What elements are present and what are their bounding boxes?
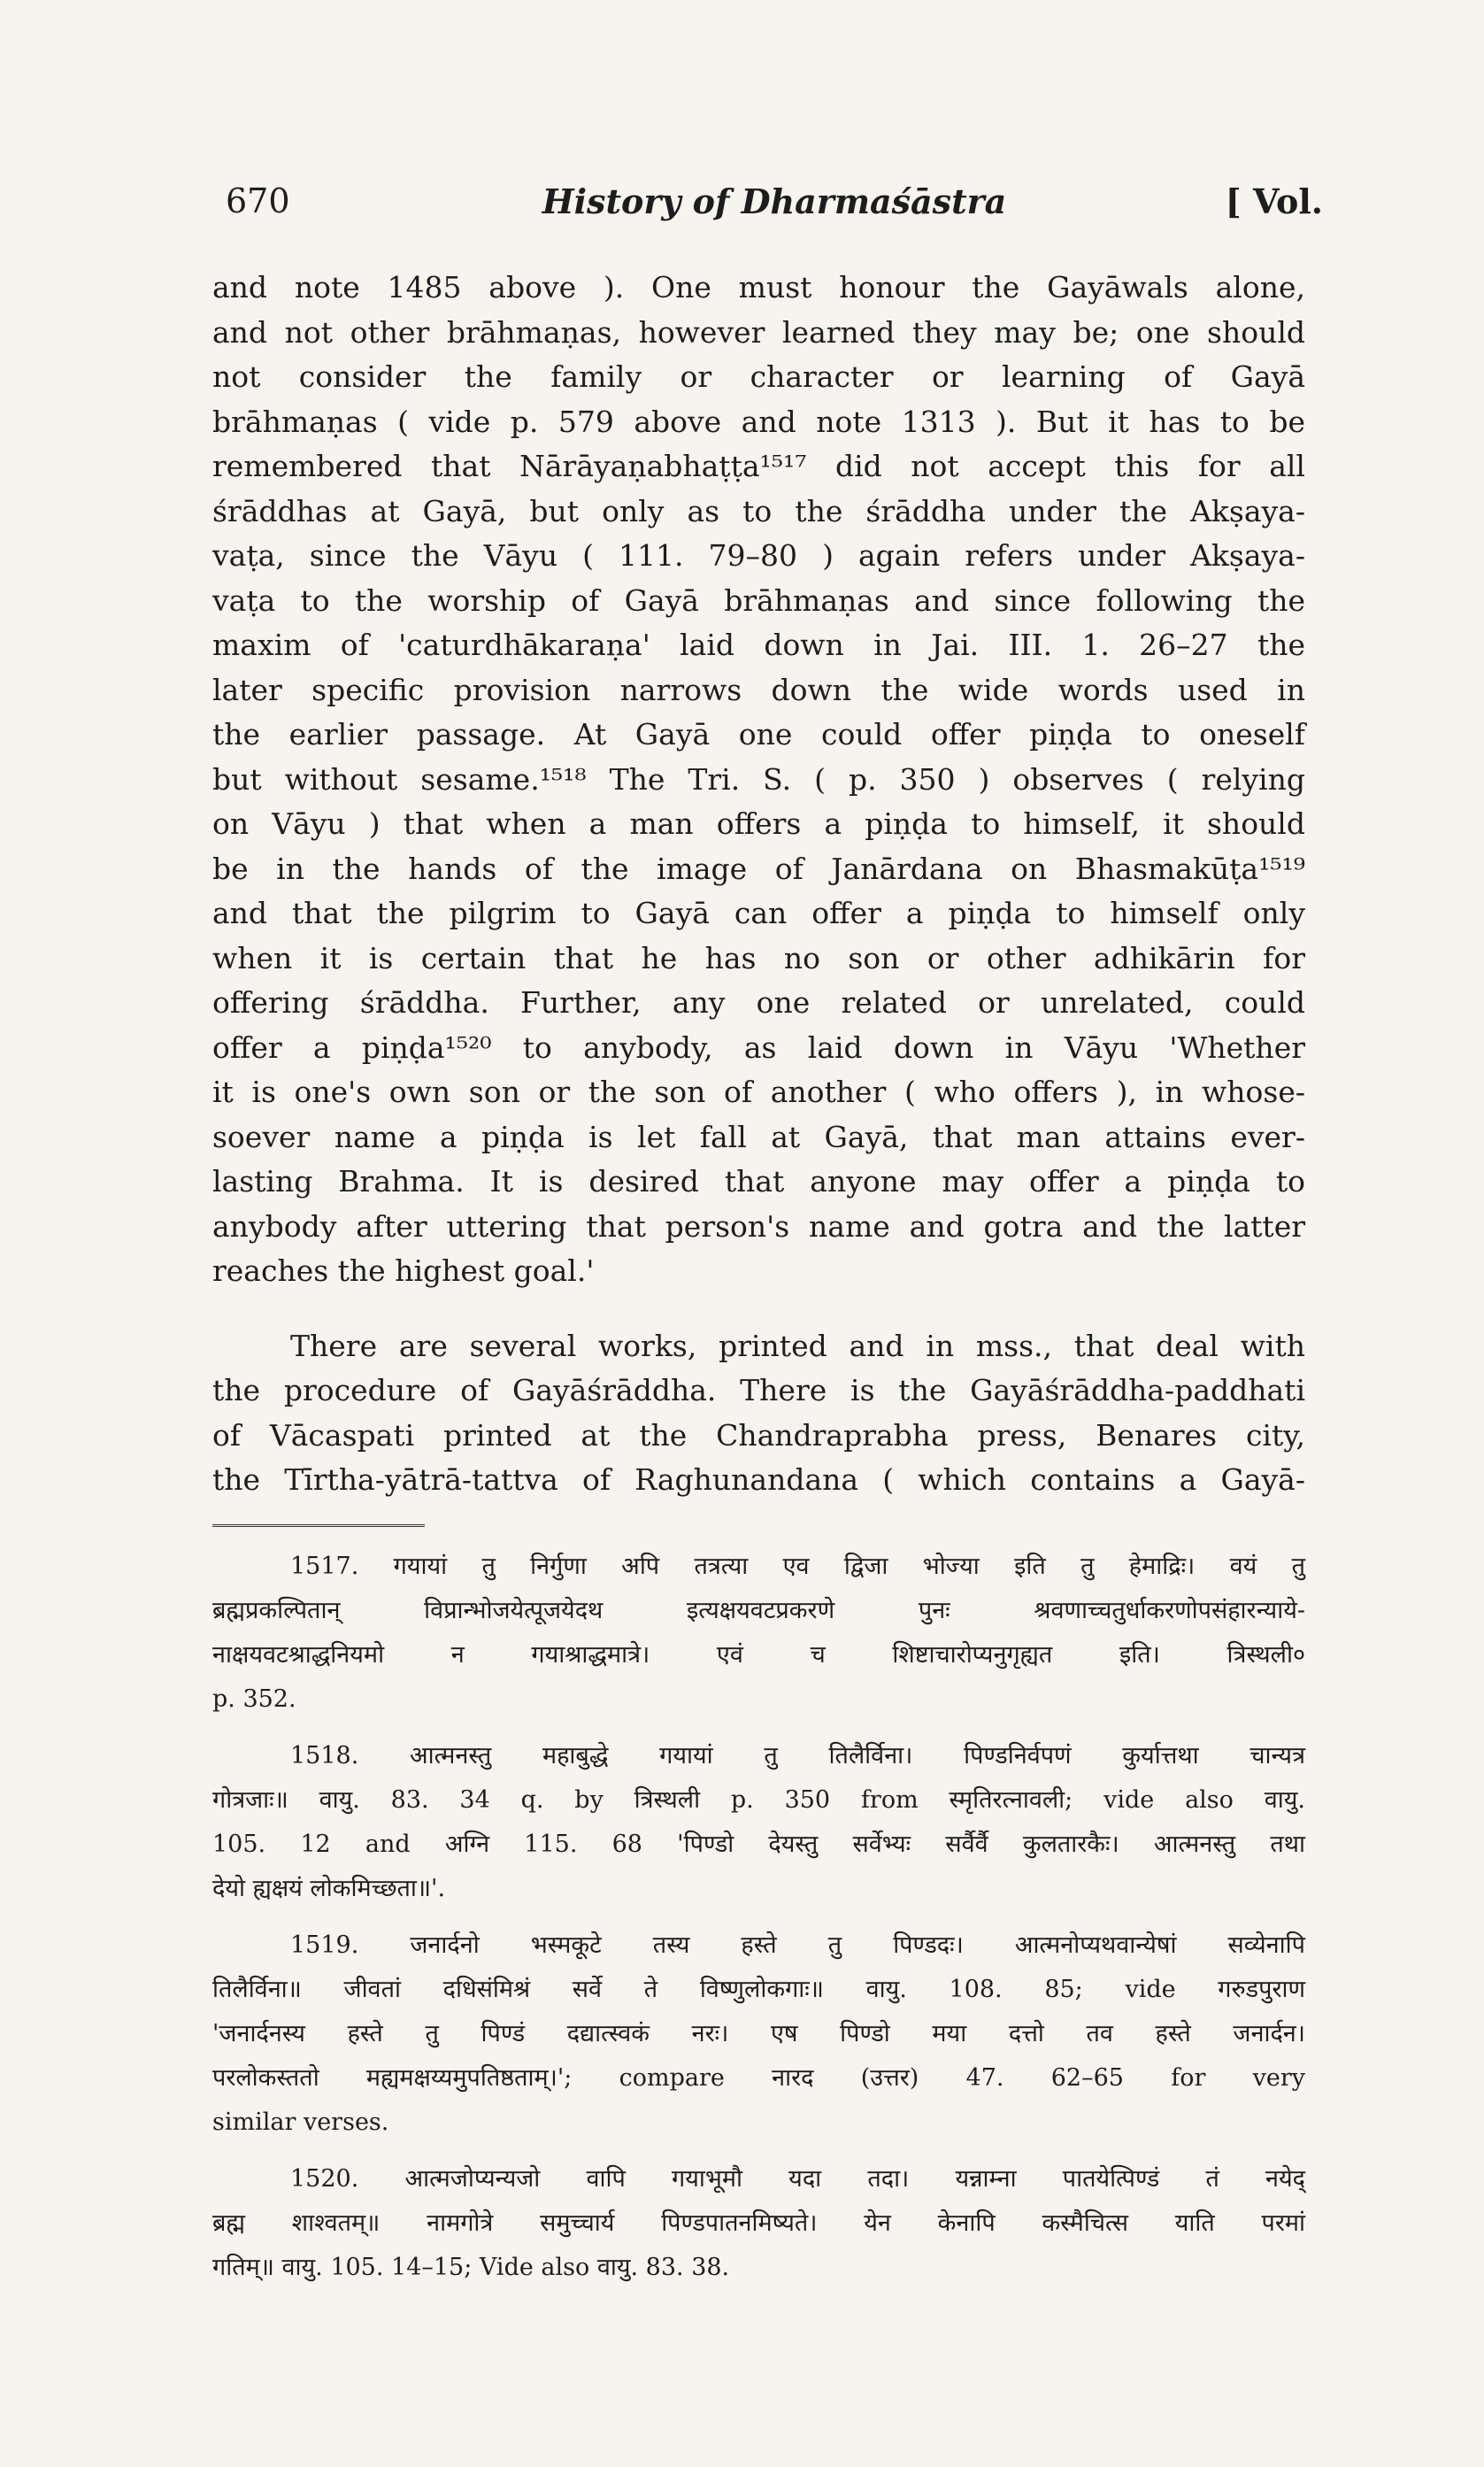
text-line: śrāddhas at Gayā, but only as to the śrāddha under the Akṣaya- [212,493,1305,528]
footnote-line: 105. 12 and अग्नि 115. 68 'पिण्डो देयस्तु सर्वेभ्यः सर्वैर्वै कुलतारकैः। आत्मनस्तु तथा [212,1831,1305,1858]
text-line: it is one's own son or the son of another ( who offers ), in whose- [212,1075,1305,1109]
text-line: the procedure of Gayāśrāddha. There is the Gayāśrāddha-paddhati [212,1373,1305,1407]
footnote-1519 [212,1923,1305,2145]
text-line: not consider the family or character or learning of Gayā [212,359,1305,394]
text-line: vaṭa to the worship of Gayā brāhmaṇas and since following the [212,582,1305,618]
footnote-1520 [212,2157,1305,2290]
footnote-line: 'जनार्दनस्य हस्ते तु पिण्डं दद्यात्स्वकं नरः। एष पिण्डो मया दत्तो तव हस्ते जनार्दन। [212,2020,1305,2047]
footnote-line: तिलैर्विना॥ जीवतां दधिसंमिश्रं सर्वे ते विष्णुलोकगाः॥ वायु. 108. 85; vide गरुडपुराण [212,1976,1305,2003]
footnote-gap [212,1911,1305,1923]
text-line: vaṭa, since the Vāyu ( 111. 79–80 ) again refers under Akṣaya- [212,538,1305,573]
text-line: the earlier passage. At Gayā one could offer piṇḍa to oneself [212,717,1305,752]
text-line: on Vāyu ) that when a man offers a piṇḍa to himself, it should [212,806,1305,841]
footnote-line: p. 352. [212,1685,296,1713]
footnote-line: ब्रह्मप्रकल्पितान् विप्रान्भोजयेत्पूजयेदथ इत्यक्षयवटप्रकरणे पुनः श्रवणाच्चतुर्धाकरणोपसंहारन्याये- [212,1597,1305,1624]
text-line: There are several works, printed and in mss., that deal with [290,1328,1305,1363]
footnote-gap [212,1722,1305,1734]
text-line: lasting Brahma. It is desired that anyone may offer a piṇḍa to [212,1164,1305,1199]
footnote-1517 [212,1545,1305,1722]
text-line: offer a piṇḍa¹⁵²⁰ to anybody, as laid down in Vāyu 'Whether [212,1029,1305,1065]
text-line: later specific provision narrows down the wide words used in [212,672,1305,707]
text-line: but without sesame.¹⁵¹⁸ The Tri. S. ( p. 350 ) observes ( relying [212,761,1305,797]
text-line: offering śrāddha. Further, any one related or unrelated, could [212,985,1305,1020]
paragraph-1 [212,266,1305,1294]
footnote-line: देयो ह्यक्षयं लोकमिच्छता॥'. [212,1875,446,1902]
footnotes [212,1545,1305,2290]
footnote-line: 1519. जनार्दनो भस्मकूटे तस्य हस्ते तु पिण्डदः। आत्मनोप्यथवान्येषां सव्येनापि [290,1931,1305,1959]
text-line: be in the hands of the image of Janārdana on Bhasmakūṭa¹⁵¹⁹ [212,851,1305,886]
footnote-line: 1517. गयायां तु निर्गुणा अपि तत्रत्या एव द्विजा भोज्या इति तु हेमाद्रिः। वयं तु [290,1553,1305,1580]
text-line: brāhmaṇas ( vide p. 579 above and note 1313 ). But it has to be [212,404,1305,439]
text-line: remembered that Nārāyaṇabhaṭṭa¹⁵¹⁷ did not accept this for all [212,449,1305,483]
text-line: maxim of 'caturdhākaraṇa' laid down in Jai. III. 1. 26–27 the [212,628,1305,662]
footnote-line: नाक्षयवटश्राद्धनियमो न गयाश्राद्धमात्रे। एवं च शिष्टाचारोप्यनुगृह्यत इति। त्रिस्थली० [212,1641,1305,1669]
paragraph-gap [212,1294,1305,1324]
footnote-line: परलोकस्ततो मह्यमक्षय्यमुपतिष्ठताम्।'; compare नारद (उत्तर) 47. 62–65 for very [212,2064,1305,2092]
footnote-line: गोत्रजाः॥ वायु. 83. 34 q. by त्रिस्थली p. 350 from स्मृतिरत्नावली; vide also वायु. [212,1786,1305,1814]
text-line: of Vācaspati printed at the Chandraprabha press, Benares city, [212,1417,1305,1453]
footnote-gap [212,2145,1305,2157]
running-title: History of Dharmaśāstra [542,181,1007,221]
main-text [212,266,1305,1503]
footnote-rule [212,1524,425,1527]
footnote-line: similar verses. [212,2109,389,2136]
footnote-line: गतिम्॥ वायु. 105. 14–15; Vide also वायु. 83. 38. [212,2254,730,2281]
text-line: and note 1485 above ). One must honour the Gayāwals alone, [212,270,1305,305]
text-line: anybody after uttering that person's name and gotra and the latter [212,1208,1305,1244]
text-line: and not other brāhmaṇas, however learned they may be; one should [212,314,1305,350]
text-line: the Tīrtha-yātrā-tattva of Raghunandana ( which contains a Gayā- [212,1462,1305,1497]
text-line: and that the pilgrim to Gayā can offer a piṇḍa to himself only [212,896,1305,930]
volume-label: [ Vol. [1225,181,1323,221]
footnote-line: 1520. आत्मजोप्यन्यजो वापि गयाभूमौ यदा तदा। यन्नाम्ना पातयेत्पिण्डं तं नयेद् [290,2165,1305,2193]
footnote-1518 [212,1734,1305,1911]
footnote-line: ब्रह्म शाश्वतम्॥ नामगोत्रे समुच्चार्य पिण्डपातनमिष्यते। येन केनापि कस्मैचित्स याति परमां [212,2209,1305,2237]
page-header [226,181,1323,235]
paragraph-2 [212,1324,1305,1503]
page-number: 670 [226,181,290,220]
text-line: when it is certain that he has no son or other adhikārin for [212,940,1305,975]
footnote-line: 1518. आत्मनस्तु महाबुद्धे गयायां तु तिलैर्विना। पिण्डनिर्वपणं कुर्यात्तथा चान्यत्र [290,1742,1305,1769]
text-line: soever name a piṇḍa is let fall at Gayā, that man attains ever- [212,1119,1305,1154]
text-line: reaches the highest goal.' [212,1253,595,1288]
